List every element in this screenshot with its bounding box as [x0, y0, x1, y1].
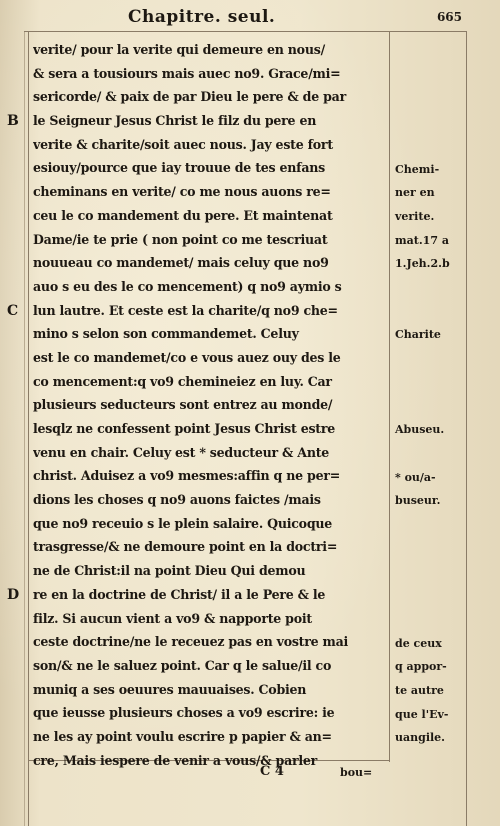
- margin-note: Abuseu.: [395, 423, 445, 437]
- text-line: dions les choses q no9 auons faictes /mais: [33, 492, 321, 508]
- header-rule: [24, 31, 467, 32]
- text-line: re en la doctrine de Christ/ il a le Pere & le: [33, 586, 326, 602]
- margin-note: verite.: [395, 209, 435, 223]
- text-line: sericorde/ & paix de par Dieu le pere & de par: [33, 89, 346, 105]
- section-letter: D: [7, 587, 20, 604]
- margin-note: te autre: [395, 683, 444, 697]
- text-line: filz. Si aucun vient a vo9 & napporte poit: [33, 610, 312, 626]
- text-line: trasgresse/& ne demoure point en la doctri=: [33, 539, 338, 555]
- body-text: [33, 38, 391, 772]
- margin-note: de ceux: [395, 636, 442, 650]
- text-line: est le co mandemet/co e vous auez ouy des le: [33, 349, 341, 365]
- text-line: cheminans en verite/ co me nous auons re=: [33, 184, 331, 200]
- text-line: ceste doctrine/ne le receuez pas en vostre mai: [33, 634, 349, 650]
- text-line: Dame/ie te prie ( non point co me tescriuat: [33, 231, 328, 247]
- text-line: auo s eu des le co mencement) q no9 aymio s: [33, 278, 342, 294]
- margin-note: Chemi-: [395, 162, 440, 176]
- text-line: son/& ne le saluez point. Car q le salue/il co: [33, 657, 332, 673]
- margin-note: ner en: [395, 186, 435, 200]
- text-line: plusieurs seducteurs sont entrez au monde/: [33, 397, 333, 413]
- margin-note: mat.17 a: [395, 233, 449, 247]
- text-line: christ. Aduisez a vo9 mesmes:affin q ne per=: [33, 468, 341, 484]
- page-number: 665: [436, 10, 462, 24]
- margin-note: 1.Jeh.2.b: [395, 257, 450, 271]
- signature-mark: C 4: [260, 764, 284, 779]
- section-letter: B: [7, 113, 19, 130]
- text-line: mino s selon son commandemet. Celuy: [33, 326, 299, 342]
- text-line: & sera a tousiours mais auec no9. Grace/mi=: [33, 65, 341, 81]
- margin-note: * ou/a-: [395, 470, 436, 484]
- margin-note: q appor-: [395, 660, 447, 674]
- page-header: [28, 4, 466, 30]
- margin-note: uangile.: [395, 731, 445, 745]
- text-line: cre, Mais iespere de venir a vous/& parler: [33, 752, 318, 768]
- text-line: verite/ pour la verite qui demeure en nous/: [33, 42, 325, 57]
- text-line: que no9 receuio s le plein salaire. Quicoque: [33, 515, 333, 531]
- outer-left-rule: [24, 32, 25, 826]
- text-line: que ieusse plusieurs choses a vo9 escrire: ie: [33, 705, 335, 721]
- text-line: co mencement:q vo9 chemineiez en luy. Car: [33, 373, 332, 389]
- page-footer: [28, 762, 390, 786]
- outer-right-rule: [466, 32, 467, 826]
- margin-note: Charite: [395, 328, 441, 342]
- section-letter: C: [7, 302, 19, 319]
- text-line: le Seigneur Jesus Christ le filz du pere en: [33, 113, 317, 129]
- text-line: lun lautre. Et ceste est la charite/q no9 che=: [33, 302, 338, 318]
- catchword: bou=: [340, 766, 373, 779]
- running-title: Chapitre. seul.: [128, 7, 276, 27]
- text-line: venu en chair. Celuy est * seducteur & Ante: [33, 444, 330, 460]
- text-line: ceu le co mandement du pere. Et maintenat: [33, 207, 333, 223]
- margin-note: buseur.: [395, 494, 441, 508]
- margin-note: que l'Ev-: [395, 707, 449, 721]
- text-line: ne de Christ:il na point Dieu Qui demou: [33, 563, 306, 579]
- text-left-rule: [28, 32, 29, 826]
- text-line: lesqlz ne confessent point Jesus Christ estre: [33, 421, 336, 436]
- text-line: esiouy/pource que iay trouue de tes enfans: [33, 160, 325, 176]
- text-line: verite & charite/soit auec nous. Jay este fort: [33, 136, 333, 152]
- text-line: muniq a ses oeuures mauuaises. Cobien: [33, 681, 307, 697]
- text-line: ne les ay point voulu escrire p papier & an=: [33, 728, 332, 744]
- text-line: nouueau co mandemet/ mais celuy que no9: [33, 255, 329, 271]
